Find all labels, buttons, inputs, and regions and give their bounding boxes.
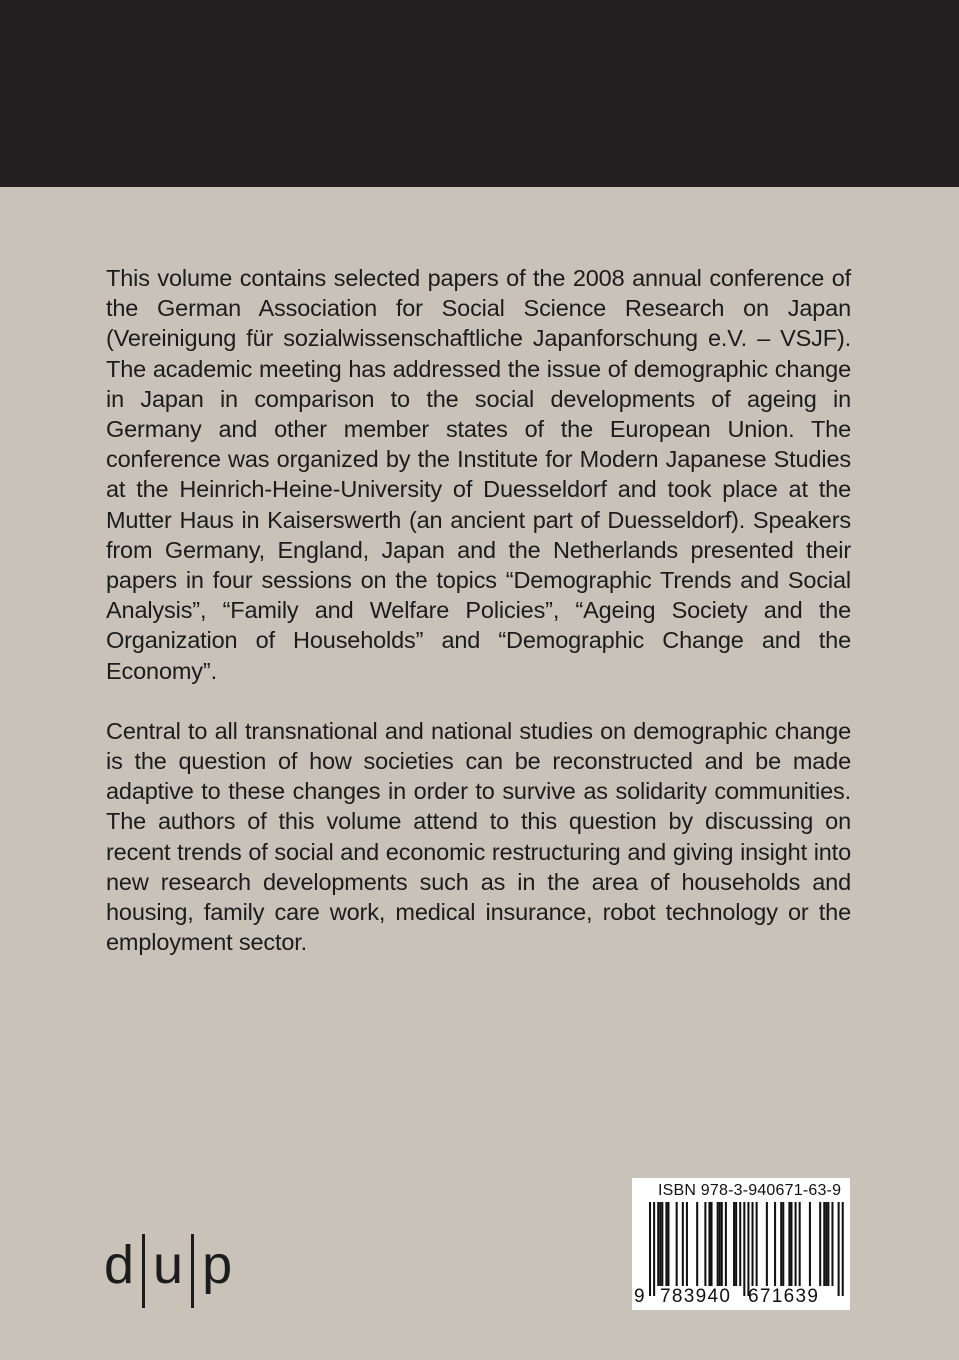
barcode-bar	[708, 1202, 710, 1286]
back-cover-blurb	[106, 263, 851, 957]
barcode-digits-left: 783940	[660, 1286, 732, 1307]
barcode-bar	[665, 1202, 667, 1286]
barcode-bar	[756, 1202, 758, 1286]
barcode-bar	[739, 1202, 741, 1286]
logo-separator	[142, 1234, 145, 1308]
barcode-bar	[825, 1202, 827, 1286]
barcode-bar	[686, 1202, 688, 1286]
barcode-bar	[721, 1202, 723, 1286]
barcode-bar	[733, 1202, 735, 1286]
top-dark-band	[0, 0, 959, 187]
barcode-bar	[711, 1202, 713, 1286]
barcode-bar	[819, 1202, 821, 1286]
barcode-bar	[704, 1202, 706, 1286]
blurb-paragraph-2: Central to all transnational and national studies on demographic change is the question of how societies can be reconstructed and be made adaptive to these changes in order to survive as solidarity communities. The authors of this volume attend to this question by discussing on recent trends of social and economic restructuring and giving insight into new research developments such as in the area of households and housing, family care work, medical insurance, robot technology or the employment sector.	[106, 717, 851, 956]
barcode-bar	[696, 1202, 698, 1286]
barcode-bar	[823, 1202, 825, 1286]
barcode-bar	[774, 1202, 776, 1286]
barcode-bar	[831, 1202, 833, 1286]
logo-letter-d: d	[104, 1235, 135, 1295]
barcode-guard-bar	[653, 1202, 655, 1296]
barcode-digit-first: 9	[634, 1286, 645, 1307]
barcode-bar	[788, 1202, 790, 1286]
barcode-bar	[659, 1202, 661, 1286]
publisher-logo	[104, 1234, 232, 1312]
barcode-bar	[735, 1202, 737, 1286]
barcode-bar	[795, 1202, 797, 1286]
logo-letter-p: p	[202, 1235, 233, 1295]
barcode-bar	[790, 1202, 792, 1286]
barcode-digits-right: 671639	[748, 1286, 820, 1307]
barcode-bar	[809, 1202, 811, 1286]
barcode-guard-bar	[747, 1202, 749, 1296]
barcode-bar	[725, 1202, 727, 1286]
barcode-bar	[661, 1202, 663, 1286]
isbn-barcode	[632, 1178, 850, 1310]
barcode-bar	[682, 1202, 684, 1286]
barcode-bar	[719, 1202, 721, 1286]
barcode-bar	[752, 1202, 754, 1286]
barcode-bar	[782, 1202, 784, 1286]
barcode-bar	[717, 1202, 719, 1286]
barcode-bar	[780, 1202, 782, 1286]
barcode-bar	[766, 1202, 768, 1286]
barcode-guard-bar	[842, 1202, 844, 1296]
barcode-bar	[827, 1202, 829, 1286]
barcode-bar	[676, 1202, 678, 1286]
barcode-guard-bar	[649, 1202, 651, 1296]
logo-letter-u: u	[153, 1235, 184, 1295]
barcode-bar	[657, 1202, 659, 1286]
barcode-guard-bar	[838, 1202, 840, 1296]
blurb-paragraph-1: This volume contains selected papers of the 2008 annual conference of the German Association for Social Science Research on Japan (Vereinigung für sozialwissenschaftliche Japanforschung e.V. – VSJF). The academic meeting has addressed the issue of demographic change in Japan in comparison to the social developments of ageing in Germany and other member states of the European Union. The conference was organized by the Institute for Modern Japanese Studies at the Heinrich-Heine-University of Duesseldorf and took place at the Mutter Haus in Kaiserswerth (an ancient part of Duesseldorf). Speakers from Germany, England, Japan and the Netherlands presented their papers in four sessions on the topics “Demographic Trends and Social Analysis”, “Family and Welfare Policies”, “Ageing Society and the Organization of Households” and “Demographic Change and the Economy”.	[106, 265, 851, 684]
barcode-bar	[799, 1202, 801, 1286]
logo-separator	[191, 1234, 194, 1308]
isbn-label: ISBN 978-3-940671-63-9	[658, 1182, 842, 1199]
barcode-bar	[667, 1202, 669, 1286]
barcode-guard-bar	[743, 1202, 745, 1296]
